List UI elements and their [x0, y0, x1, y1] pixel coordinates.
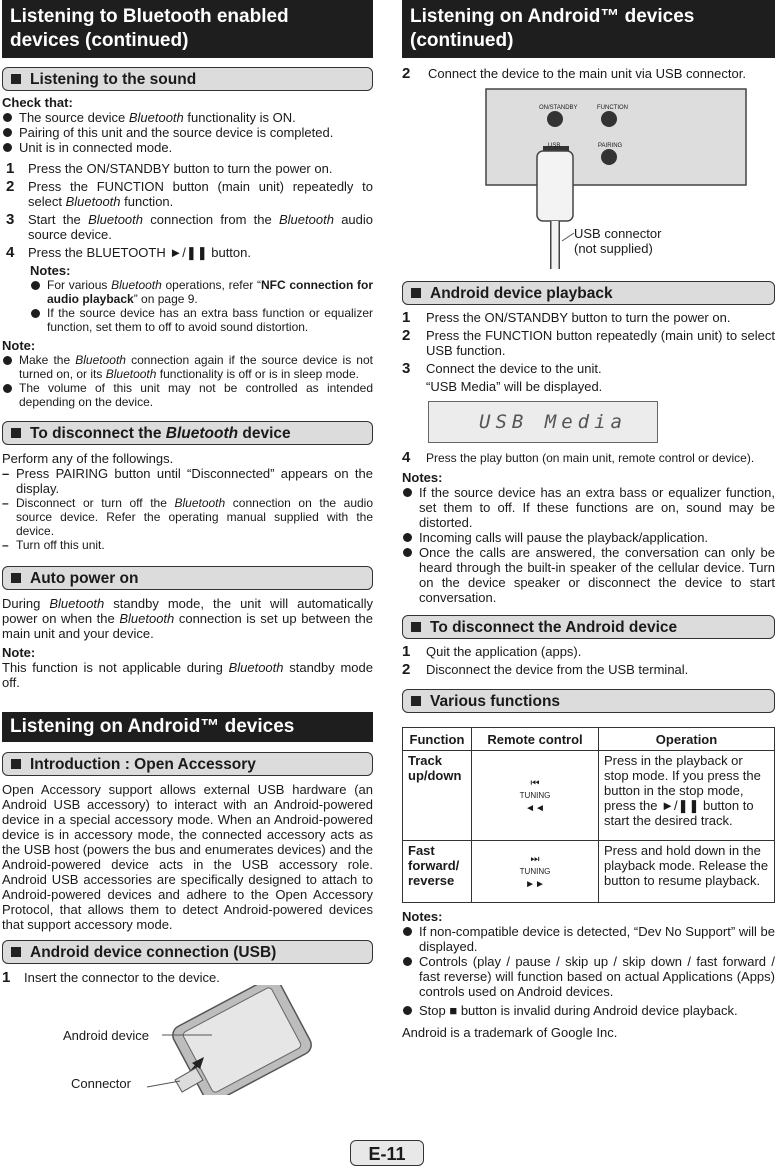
note-item: For various Bluetooth operations, refer “NFC connection for audio playback” on page 9.: [30, 278, 373, 306]
heading-various-functions: Various functions: [402, 689, 775, 713]
disconnect-option: – Press PAIRING button until “Disconnected” appears on the display.: [2, 466, 373, 496]
note-item: Once the calls are answered, the conversation can only be heard through the built-in speaker of the cellular device. Turn on the device speaker or disconnect the device to start conversation.: [402, 545, 775, 605]
remote-tuning-skip: ⏮ TUNING ◄◄: [472, 751, 599, 841]
note-item: If non-compatible device is detected, “Dev No Support” will be displayed.: [402, 924, 775, 954]
operation-track: Press in the playback or stop mode. If you press the button in the stop mode, press the ►/❚❚ button to start the desired track.: [599, 751, 775, 841]
trademark-text: Android is a trademark of Google Inc.: [402, 1025, 618, 1040]
auto-power-note: This function is not applicable during Bluetooth standby mode off.: [2, 660, 373, 690]
fast-forward-icon: ►►: [525, 878, 545, 890]
auto-power-text: During Bluetooth standby mode, the unit will automatically power on when the Bluetooth connection is set up between the main unit and your device.: [2, 596, 374, 641]
unit-usb-illustration: ON/STANDBY FUNCTION USB PAIRING USB connector (not supplied): [402, 81, 775, 271]
note-item: If the source device has an extra bass or equalizer function, set them to off. If these functions are on, sound may be distorted.: [402, 485, 775, 530]
note-item: The volume of this unit may not be controlled as intended depending on the device.: [2, 381, 373, 409]
playback-step-3: 3 Connect the device to the unit.: [402, 360, 602, 377]
label-usb-connector: USB connector (not supplied): [574, 226, 662, 256]
square-bullet-icon: [411, 288, 421, 298]
android-device-illustration: [2, 985, 373, 1095]
heading-open-accessory: Introduction : Open Accessory: [2, 752, 373, 776]
square-bullet-icon: [411, 622, 421, 632]
function-fast-forward-reverse: Fast forward/ reverse: [403, 841, 472, 903]
open-accessory-text: Open Accessory support allows external USB hardware (an Android USB accessory) to interact with an Android-powered device in a special accessory mode. When an Android-powered device is in accessory mode, the connected accessory acts as the USB host (powers the bus and enumerates devices) and the Android-powered device acts in the USB accessory role. Android USB accessories are specifically designed to attach to Android-powered devices and adhere to the Open Accessory Protocol, that allows them to detect Android-powered devices that support accessory mode.: [2, 782, 373, 932]
label-connector: Connector: [71, 1076, 131, 1091]
note-item: Controls (play / pause / skip up / skip down / fast forward / fast reverse) will function based on actual Applications (Apps) controls used on Android devices.: [402, 954, 775, 999]
step-4: 4 Press the BLUETOOTH ►/❚❚ button.: [6, 244, 251, 261]
play-pause-icon: ►/❚❚: [661, 798, 700, 813]
note-item: Stop ■ button is invalid during Android device playback.: [402, 1003, 775, 1018]
operation-fast: Press and hold down in the playback mode. Release the button to resume playback.: [599, 841, 775, 903]
disc-step-2: 2 Disconnect the device from the USB terminal.: [402, 661, 689, 678]
step-3: 3 Start the Bluetooth connection from the Bluetooth audio source device.: [6, 211, 374, 242]
heading-usb-connection: Android device connection (USB): [2, 940, 373, 964]
play-pause-icon: ►/❚❚: [169, 245, 208, 260]
functions-table: [402, 727, 775, 903]
label-android-device: Android device: [63, 1028, 149, 1043]
right-column: Listening on Android™ devices (continued) 2 Connect the device to the main unit via USB connector. ON/STANDBY FUNCTION USB PAIRING USB connector (not supplied) Android device playback 1 Press the ON/STANDBY button to turn the power on. 2 Press the FUNCTION button repeatedly (main unit) to select USB function. 3 Connect the device to the unit. “USB Media” will be displayed. USB Media 4 Press the play button (on main unit, remote control or device). Notes: If the source device has an extra bass or equalizer function, set them to off. If these functions are on, sound may be distorted. Incoming calls will pause the playback/application. Once the calls are answered, the conversation can only be heard through the built-in speaker of the cellular device. Turn on the device speaker or disconnect the device to start conversation. To disconnect the Android device 1 Quit the application (apps). 2 Disconnect the device from the USB terminal. Various functions Function Remote control Operation Track up/down ⏮ TUNING ◄◄ Press in the playback or stop mode. If you press the button in the stop mode, press the ►/❚❚ button to start the desired track. Fast forward/ reverse ⏭ TUNING ►► Press and hold down in the playback mode. Release the button to resume playback. Notes: If non-compatible device is detected, “Dev No Support” will be displayed. Controls (play / pause / skip up / skip down / fast forward / fast reverse) will function based on actual Applications (Apps) controls used on Android devices. Stop ■ button is invalid during Android device playback. Android is a trademark of Google Inc.: [402, 0, 775, 1040]
usb-step-1: 1 Insert the connector to the device.: [2, 969, 220, 986]
heading-disconnect-bluetooth: To disconnect the Bluetooth device: [2, 421, 373, 445]
table-header-row: Function Remote control Operation: [403, 728, 775, 751]
stop-icon: ■: [449, 1003, 458, 1018]
section-band-bluetooth-continued: Listening to Bluetooth enabled devices (continued): [2, 0, 373, 58]
square-bullet-icon: [11, 947, 21, 957]
heading-disconnect-android: To disconnect the Android device: [402, 615, 775, 639]
step-1: 1 Press the ON/STANDBY button to turn the power on.: [6, 160, 333, 177]
heading-auto-power-on: Auto power on: [2, 566, 373, 590]
skip-forward-icon: ⏭: [530, 853, 540, 865]
remote-tuning-fast: ⏭ TUNING ►►: [472, 841, 599, 903]
table-row: [403, 751, 775, 841]
check-label: Check that:: [2, 95, 73, 110]
square-bullet-icon: [11, 428, 21, 438]
square-bullet-icon: [411, 696, 421, 706]
disc-step-1: 1 Quit the application (apps).: [402, 643, 582, 660]
square-bullet-icon: [11, 759, 21, 769]
note-item: Make the Bluetooth connection again if the source device is not turned on, or its Bluetooth functionality is off or is in sleep mode.: [2, 353, 373, 381]
playback-step-2: 2 Press the FUNCTION button repeatedly (main unit) to select USB function.: [402, 327, 775, 358]
left-column: Listening to Bluetooth enabled devices (continued) Listening to the sound Check that: The source device Bluetooth functionality is ON. Pairing of this unit and the source device is completed. Unit is in connected mode. 1 Press the ON/STANDBY button to turn the power on. 2 Press the FUNCTION button (main unit) repeatedly to select Bluetooth function. 3 Start the Bluetooth connection from the Bluetooth audio source device. 4 Press the BLUETOOTH ►/❚❚ button. Notes: For various Bluetooth operations, refer “NFC connection for audio playback” on page 9. If the source device has an extra bass function or equalizer function, set them to off to avoid sound distortion. Note: Make the Bluetooth connection again if the source device is not turned on, or its Bluetooth functionality is off or is in sleep mode. The volume of this unit may not be controlled as intended depending on the device. To disconnect the Bluetooth device Perform any of the followings. – Press PAIRING button until “Disconnected” appears on the display. – Disconnect or turn off the Bluetooth connection on the audio source device. Refer the operating manual supplied with the device. – Turn off this unit. Auto power on During Bluetooth standby mode, the unit will automatically power on when the Bluetooth connection is set up between the main unit and your device. Note: This function is not applicable during Bluetooth standby mode off. Listening on Android™ devices Introduction : Open Accessory Open Accessory support allows external USB hardware (an Android USB accessory) to interact with an Android-powered device in a special accessory mode. When an Android-powered device is in accessory mode, the connected accessory acts as the USB host (powers the bus and enumerates devices) and the Android-powered device acts in the USB accessory role. Android USB accessories are specifically designed to attach to Android-powered devices and adhere to the Open Accessory Protocol, that allows them to detect Android-powered devices that support accessory mode. Android device connection (USB) 1 Insert the connector to the device. Android device Connector: [2, 0, 373, 1095]
disconnect-option: – Turn off this unit.: [2, 538, 373, 552]
disconnect-option: – Disconnect or turn off the Bluetooth connection on the audio source device. Refer the operating manual supplied with the device.: [2, 496, 373, 538]
heading-android-playback: Android device playback: [402, 281, 775, 305]
heading-listening-to-sound: Listening to the sound: [2, 67, 373, 91]
square-bullet-icon: [11, 573, 21, 583]
playback-step-4: 4 Press the play button (on main unit, remote control or device).: [402, 449, 755, 466]
lcd-display: USB Media: [428, 401, 658, 443]
notes-step4: Notes: For various Bluetooth operations, refer “NFC connection for audio playback” on page 9. If the source device has an extra bass function or equalizer function, set them to off to avoid sound distortion.: [30, 263, 374, 334]
section-band-android-continued: Listening on Android™ devices (continued): [402, 0, 775, 58]
usb-step-2: 2 Connect the device to the main unit via USB connector.: [402, 65, 746, 82]
playback-step-1: 1 Press the ON/STANDBY button to turn the power on.: [402, 309, 731, 326]
note-item: If the source device has an extra bass function or equalizer function, set them to off to avoid sound distortion.: [30, 306, 373, 334]
check-item: Unit is in connected mode.: [2, 140, 373, 155]
page-number: E-11: [350, 1140, 424, 1166]
section-band-android: Listening on Android™ devices: [2, 712, 373, 742]
rewind-icon: ◄◄: [525, 802, 545, 814]
step-2: 2 Press the FUNCTION button (main unit) repeatedly to select Bluetooth function.: [6, 178, 373, 209]
function-track-updown: Track up/down: [403, 751, 472, 841]
square-bullet-icon: [11, 74, 21, 84]
check-item: The source device Bluetooth functionality is ON.: [2, 110, 373, 125]
table-row: [403, 841, 775, 903]
skip-back-icon: ⏮: [530, 777, 540, 789]
android-device-drawing: [2, 985, 373, 1095]
check-item: Pairing of this unit and the source device is completed.: [2, 125, 373, 140]
note-item: Incoming calls will pause the playback/application.: [402, 530, 775, 545]
